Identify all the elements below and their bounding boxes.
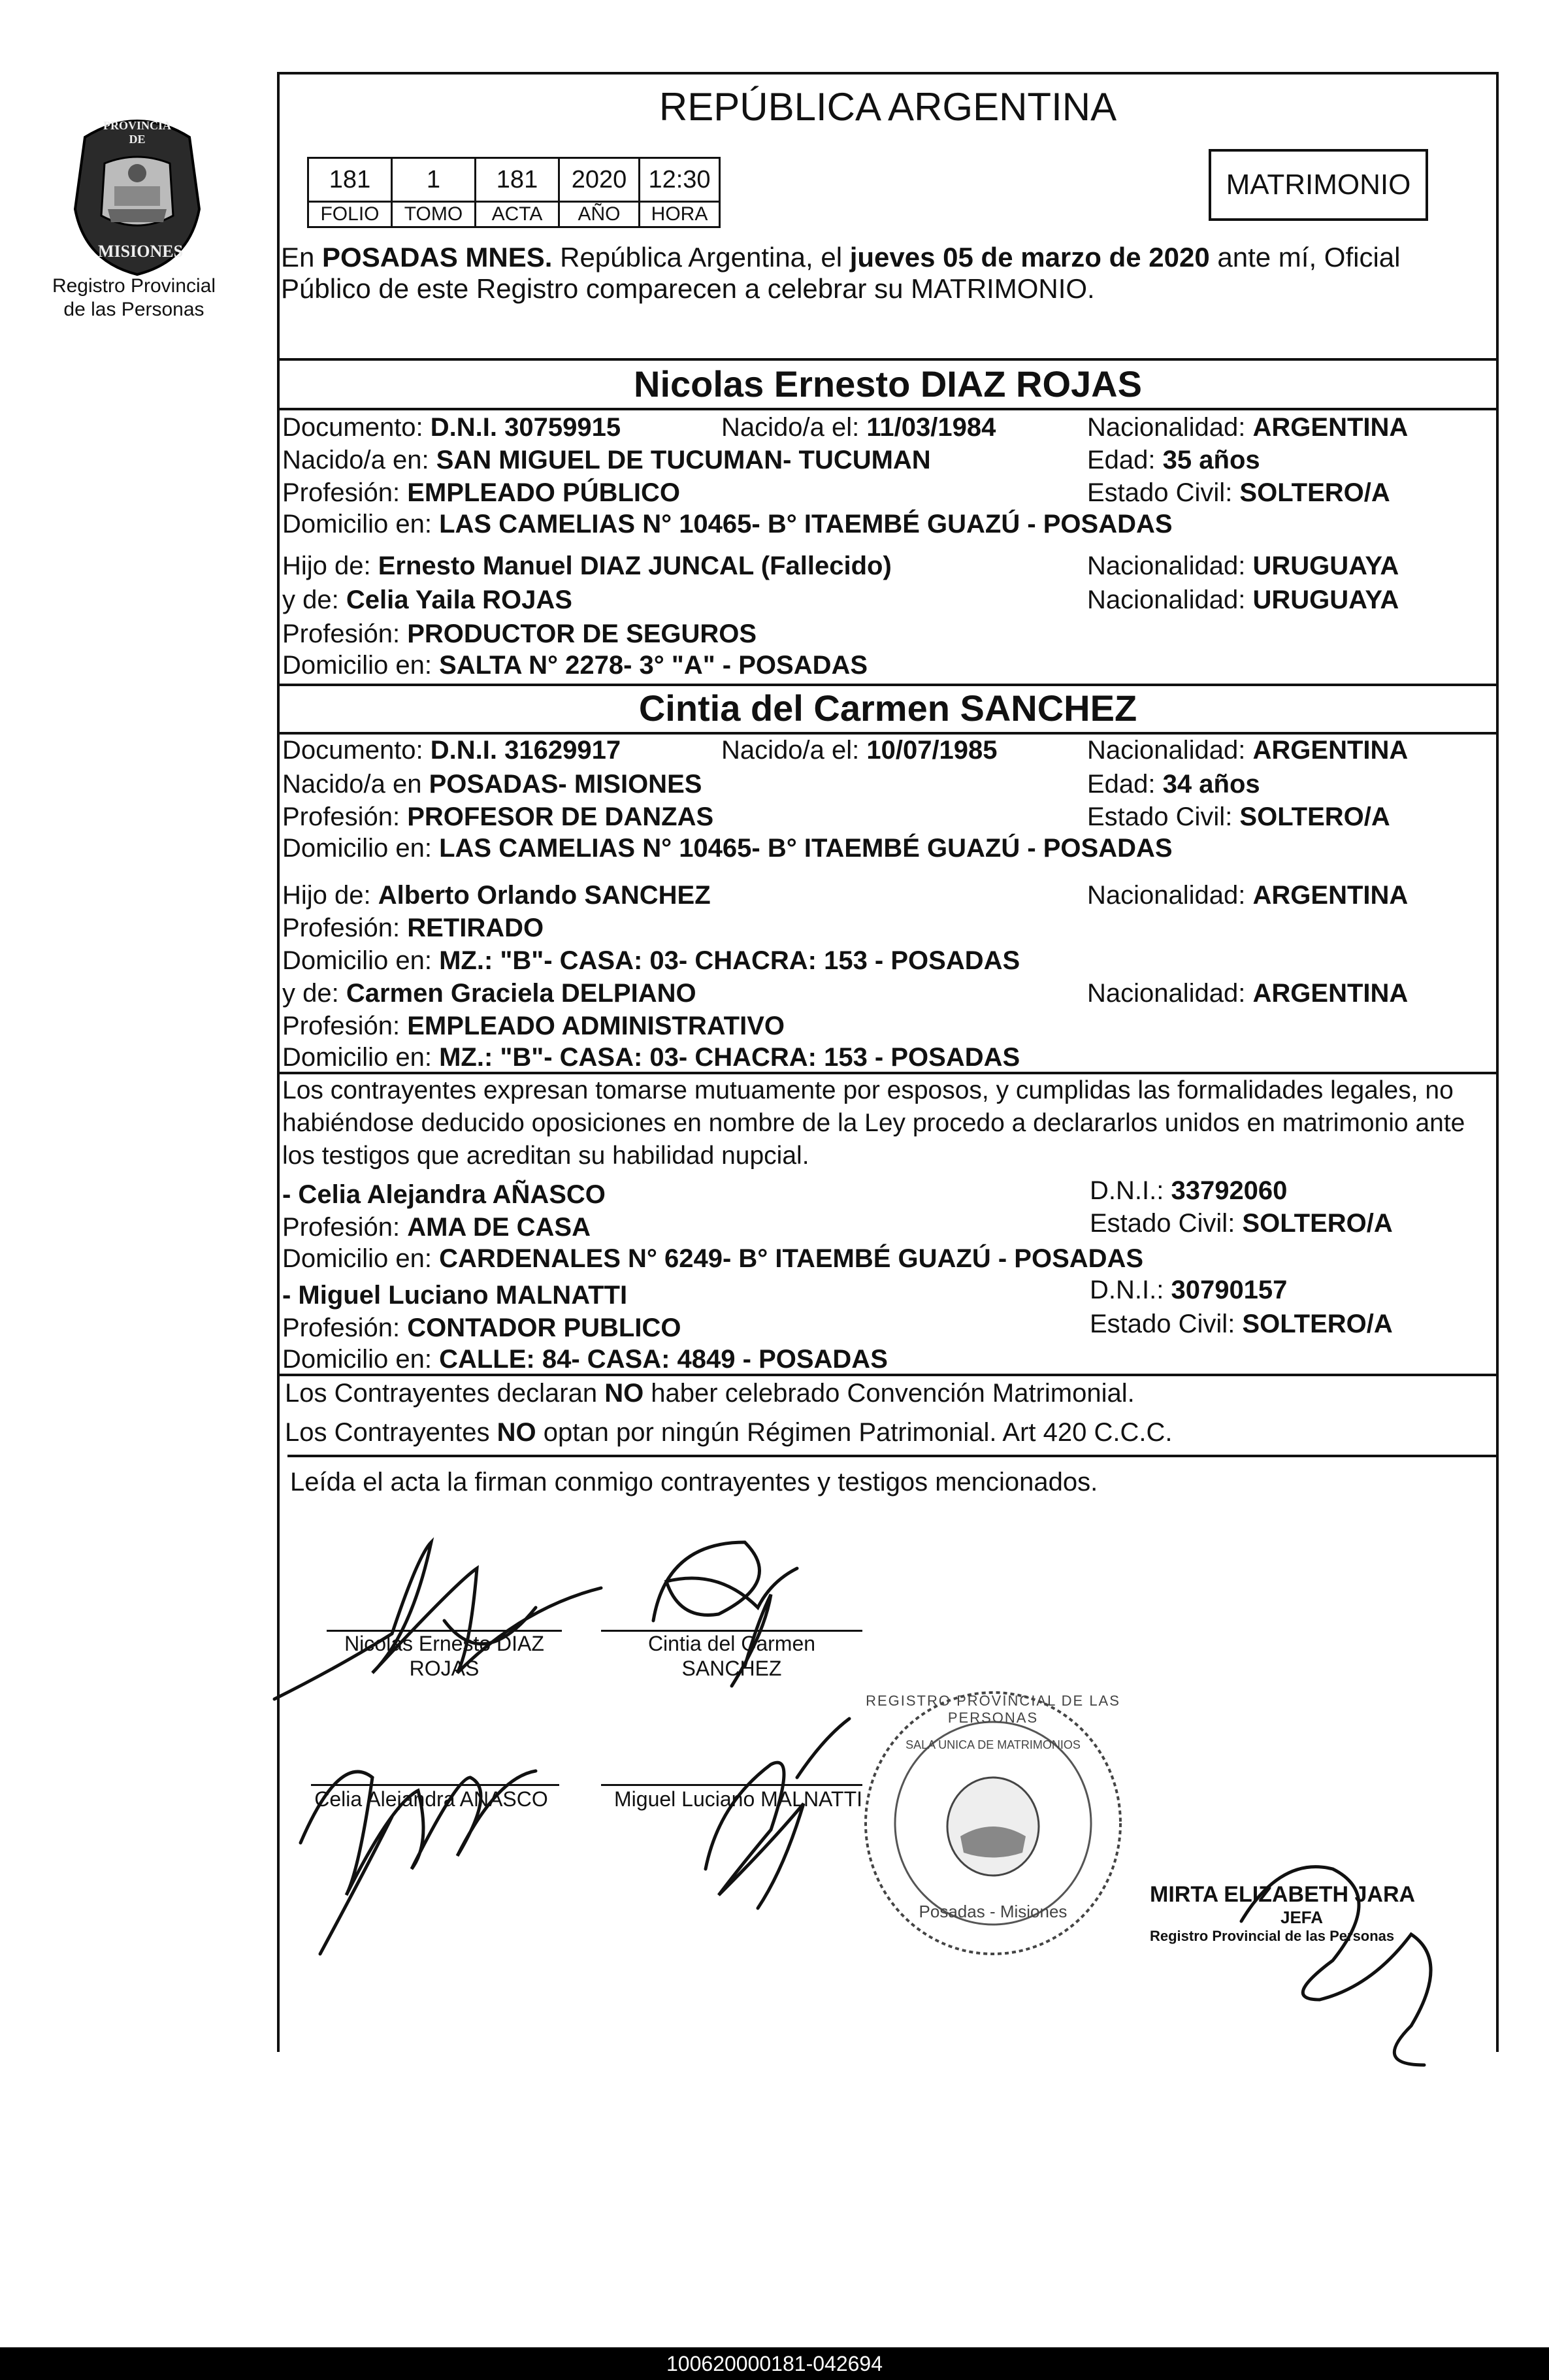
- field-label: Nacido/a el:: [721, 413, 867, 442]
- official-seal: [856, 1686, 1130, 1960]
- registry-caption: [26, 274, 242, 322]
- witness-2-dom-label: Domicilio en:: [282, 1345, 440, 1374]
- acta-value: 181: [476, 158, 559, 202]
- field-value: 11/03/1984: [866, 413, 996, 442]
- convention-2-c: optan por ningún Régimen Patrimonial. Art 420 C.C.C.: [536, 1418, 1173, 1447]
- bride-sig-name-2: SANCHEZ: [681, 1657, 782, 1680]
- field-label: Nacido/a en: [282, 770, 429, 799]
- bride-row-5: [282, 912, 544, 944]
- witness-1-name: - Celia Alejandra AÑASCO: [282, 1180, 606, 1209]
- hora-value: 12:30: [640, 158, 720, 202]
- witness2-signature: [706, 1719, 849, 1908]
- document-title: REPÚBLICA ARGENTINA: [659, 85, 1117, 129]
- witness-2-prof-value: CONTADOR PUBLICO: [407, 1314, 681, 1342]
- witness1-signature-label: Celia Alejandra ANASCO: [314, 1787, 548, 1811]
- field-label: y de:: [282, 979, 346, 1008]
- groom-row-0-right: [1087, 412, 1408, 443]
- field-label: Edad:: [1087, 446, 1163, 474]
- field-label: Documento:: [282, 736, 431, 765]
- field-value: ARGENTINA: [1252, 881, 1409, 910]
- tomo-value: 1: [392, 158, 476, 202]
- groom-row-2: [282, 477, 680, 508]
- bride-row-0-right: [1087, 735, 1408, 766]
- acta-label: ACTA: [476, 202, 559, 227]
- field-label: Domicilio en:: [282, 946, 440, 975]
- divider: [277, 1374, 1499, 1376]
- field-value: URUGUAYA: [1252, 586, 1399, 614]
- field-value: MZ.: "B"- CASA: 03- CHACRA: 153 - POSADAS: [439, 946, 1020, 975]
- officer-org: Registro Provincial de las Personas: [1150, 1928, 1395, 1944]
- witness-2-dni-label: D.N.I.:: [1090, 1276, 1171, 1304]
- bride-row-1: [282, 769, 702, 800]
- field-label: Nacionalidad:: [1087, 736, 1253, 765]
- document-barcode-number: 100620000181-042694: [0, 2347, 1549, 2380]
- field-value: EMPLEADO PÚBLICO: [407, 478, 681, 507]
- field-label: Nacido/a el:: [721, 736, 867, 765]
- field-value: ARGENTINA: [1252, 413, 1409, 442]
- witness-1-dni-label: D.N.I.:: [1090, 1176, 1171, 1205]
- province-emblem: [59, 111, 216, 281]
- witness2-signature-label: Miguel Luciano MALNATTI: [614, 1787, 862, 1811]
- field-label: Domicilio en:: [282, 510, 440, 538]
- convention-1-no: NO: [604, 1379, 644, 1408]
- field-label: Domicilio en:: [282, 834, 440, 863]
- tomo-label: TOMO: [392, 202, 476, 227]
- folio-value: 181: [308, 158, 392, 202]
- intro-date: jueves 05 de marzo de 2020: [849, 242, 1210, 273]
- field-label: Nacido/a en:: [282, 446, 436, 474]
- field-value: RETIRADO: [407, 914, 544, 942]
- folio-label: FOLIO: [308, 202, 392, 227]
- intro-p2: República Argentina, el: [552, 242, 850, 273]
- field-label: Hijo de:: [282, 552, 378, 580]
- groom-sig-name-1: Nicolas Ernesto DIAZ: [344, 1632, 544, 1655]
- field-value: Celia Yaila ROJAS: [346, 586, 572, 614]
- field-label: y de:: [282, 586, 346, 614]
- field-label: Documento:: [282, 413, 431, 442]
- witness-2-dni: [1090, 1274, 1287, 1306]
- witness-1-ec-label: Estado Civil:: [1090, 1209, 1243, 1238]
- witness-2-dom-value: CALLE: 84- CASA: 4849 - POSADAS: [439, 1345, 888, 1374]
- officer-title: JEFA: [1280, 1908, 1324, 1927]
- field-value: POSADAS- MISIONES: [429, 770, 702, 799]
- field-label: Profesión:: [282, 478, 408, 507]
- witness-2-civil-status: [1090, 1308, 1393, 1340]
- witness-2-name: - Miguel Luciano MALNATTI: [282, 1281, 628, 1310]
- field-label: Profesión:: [282, 1012, 408, 1040]
- witness-1-dni-value: 33792060: [1171, 1176, 1288, 1205]
- groom-row-0: [282, 412, 621, 443]
- convention-1-c: haber celebrado Convención Matrimonial.: [644, 1379, 1135, 1408]
- witness-2-prof-label: Profesión:: [282, 1314, 408, 1342]
- groom-row-3: [282, 508, 1173, 540]
- field-value: PROFESOR DE DANZAS: [407, 802, 714, 831]
- bride-row-4-right: [1087, 880, 1408, 911]
- registry-caption-line2: de las Personas: [63, 299, 204, 320]
- convention-2-no: NO: [497, 1418, 536, 1447]
- seal-bottom-text: Posadas - Misiones: [919, 1902, 1068, 1921]
- witness-2-profession: [282, 1312, 681, 1344]
- groom-row-4: [282, 550, 892, 582]
- groom-sig-name-2: ROJAS: [409, 1657, 480, 1680]
- field-value: SOLTERO/A: [1239, 478, 1390, 507]
- intro-p1: En: [281, 242, 323, 273]
- bride-signature-label: [601, 1631, 862, 1681]
- groom-row-1-right: [1087, 444, 1260, 476]
- witness-2-ec-value: SOLTERO/A: [1242, 1310, 1393, 1338]
- field-value: ARGENTINA: [1252, 736, 1409, 765]
- anio-label: AÑO: [559, 202, 640, 227]
- anio-value: 2020: [559, 158, 640, 202]
- witness-1-dom-value: CARDENALES N° 6249- B° ITAEMBÉ GUAZÚ - POSADAS: [439, 1244, 1144, 1273]
- witness-1-dom-label: Domicilio en:: [282, 1244, 440, 1273]
- seal-inner-text: SALA UNICA DE MATRIMONIOS: [905, 1738, 1081, 1751]
- field-label: Edad:: [1087, 770, 1163, 799]
- bride-sig-name-1: Cintia del Carmen: [647, 1632, 816, 1655]
- field-value: Alberto Orlando SANCHEZ: [378, 881, 711, 910]
- bride-row-1-right: [1087, 769, 1260, 800]
- declaration-line: Los contrayentes expresan tomarse mutuamente por esposos, y cumplidas las formalidades legales, no: [282, 1076, 1454, 1104]
- closing-statement: Leída el acta la firman conmigo contrayentes y testigos mencionados.: [290, 1468, 1098, 1496]
- groom-row-2-right: [1087, 477, 1390, 508]
- field-value: PRODUCTOR DE SEGUROS: [407, 620, 757, 648]
- officer-stamp: [1150, 1882, 1424, 1945]
- field-value: EMPLEADO ADMINISTRATIVO: [407, 1012, 785, 1040]
- groom-name: Nicolas Ernesto DIAZ ROJAS: [634, 363, 1142, 405]
- witness-1-prof-value: AMA DE CASA: [407, 1213, 591, 1242]
- groom-row-6: [282, 618, 757, 650]
- witness-1-prof-label: Profesión:: [282, 1213, 408, 1242]
- convention-2-a: Los Contrayentes: [285, 1418, 497, 1447]
- field-label: Nacionalidad:: [1087, 552, 1253, 580]
- field-value: ARGENTINA: [1252, 979, 1409, 1008]
- field-value: 10/07/1985: [866, 736, 998, 765]
- field-label: Hijo de:: [282, 881, 378, 910]
- intro-line-1: [281, 242, 1400, 273]
- convention-1-a: Los Contrayentes declaran: [285, 1379, 605, 1408]
- witness-1-ec-value: SOLTERO/A: [1242, 1209, 1393, 1238]
- bride-row-4: [282, 880, 711, 911]
- bride-row-7: [282, 978, 696, 1009]
- field-label: Domicilio en:: [282, 651, 440, 680]
- bride-name: Cintia del Carmen SANCHEZ: [638, 687, 1137, 729]
- field-label: Nacionalidad:: [1087, 413, 1253, 442]
- field-value: LAS CAMELIAS N° 10465- B° ITAEMBÉ GUAZÚ - POSADAS: [439, 834, 1173, 863]
- divider: [277, 408, 1499, 410]
- field-label: Estado Civil:: [1087, 802, 1240, 831]
- groom-row-7: [282, 650, 868, 681]
- witness-1-dni: [1090, 1175, 1287, 1206]
- registry-caption-line1: Registro Provincial: [52, 275, 216, 297]
- emblem-top-text: PROVINCIA DE: [103, 119, 171, 146]
- field-label: Profesión:: [282, 620, 408, 648]
- record-numbers-table: [307, 157, 721, 228]
- field-value: SALTA N° 2278- 3° "A" - POSADAS: [439, 651, 868, 680]
- witness-2-address: [282, 1344, 888, 1375]
- witness-1-address: [282, 1243, 1143, 1274]
- bride-row-9: [282, 1042, 1020, 1073]
- field-value: 34 años: [1162, 770, 1260, 799]
- field-label: Profesión:: [282, 914, 408, 942]
- intro-p3: ante mí, Oficial: [1209, 242, 1401, 273]
- convention-line-1: [285, 1378, 1135, 1409]
- field-value: URUGUAYA: [1252, 552, 1399, 580]
- field-value: SAN MIGUEL DE TUCUMAN- TUCUMAN: [436, 446, 931, 474]
- emblem-bottom-text: MISIONES: [98, 242, 184, 261]
- divider: [277, 684, 1499, 686]
- field-value: Carmen Graciela DELPIANO: [346, 979, 696, 1008]
- bride-row-8: [282, 1010, 785, 1042]
- witness-2-dni-value: 30790157: [1171, 1276, 1288, 1304]
- declaration-line: habiéndose deducido oposiciones en nombre de la Ley procedo a declararlos unidos en matrimonio ante: [282, 1109, 1465, 1137]
- witness-1-civil-status: [1090, 1208, 1393, 1239]
- groom-row-5: [282, 584, 572, 616]
- field-value: SOLTERO/A: [1239, 802, 1390, 831]
- field-value: 35 años: [1162, 446, 1260, 474]
- intro-line-2: Público de este Registro comparecen a celebrar su MATRIMONIO.: [281, 273, 1095, 304]
- field-label: Estado Civil:: [1087, 478, 1240, 507]
- field-value: D.N.I. 31629917: [430, 736, 621, 765]
- seal-outer-text: REGISTRO PROVINCIAL DE LAS PERSONAS: [866, 1693, 1120, 1726]
- intro-city: POSADAS MNES.: [322, 242, 553, 273]
- officer-name: MIRTA ELIZABETH JARA: [1150, 1882, 1416, 1907]
- field-value: D.N.I. 30759915: [430, 413, 621, 442]
- groom-row-0-mid: [721, 412, 996, 443]
- bride-row-3: [282, 833, 1173, 864]
- declaration-text: [282, 1074, 1465, 1172]
- signature-line: [601, 1784, 862, 1786]
- field-label: Domicilio en:: [282, 1043, 440, 1072]
- bride-row-6: [282, 945, 1020, 976]
- field-value: LAS CAMELIAS N° 10465- B° ITAEMBÉ GUAZÚ - POSADAS: [439, 510, 1173, 538]
- bride-row-0: [282, 735, 621, 766]
- witness-2-ec-label: Estado Civil:: [1090, 1310, 1243, 1338]
- act-type-box: MATRIMONIO: [1209, 149, 1428, 221]
- signature-line: [311, 1784, 559, 1786]
- divider: [277, 358, 1499, 361]
- convention-line-2: [285, 1417, 1173, 1448]
- field-label: Nacionalidad:: [1087, 881, 1253, 910]
- groom-signature-label: [314, 1631, 575, 1681]
- bride-row-7-right: [1087, 978, 1408, 1009]
- groom-row-5-right: [1087, 584, 1399, 616]
- declaration-line: los testigos que acreditan su habilidad nupcial.: [282, 1142, 809, 1170]
- field-label: Profesión:: [282, 802, 408, 831]
- field-value: Ernesto Manuel DIAZ JUNCAL (Fallecido): [378, 552, 892, 580]
- field-label: Nacionalidad:: [1087, 586, 1253, 614]
- field-value: MZ.: "B"- CASA: 03- CHACRA: 153 - POSADAS: [439, 1043, 1020, 1072]
- divider: [287, 1455, 1499, 1457]
- hora-label: HORA: [640, 202, 720, 227]
- bride-row-2-right: [1087, 801, 1390, 833]
- groom-row-4-right: [1087, 550, 1399, 582]
- bride-row-0-mid: [721, 735, 998, 766]
- field-label: Nacionalidad:: [1087, 979, 1253, 1008]
- witness-1-profession: [282, 1212, 591, 1243]
- groom-row-1: [282, 444, 931, 476]
- bride-row-2: [282, 801, 713, 833]
